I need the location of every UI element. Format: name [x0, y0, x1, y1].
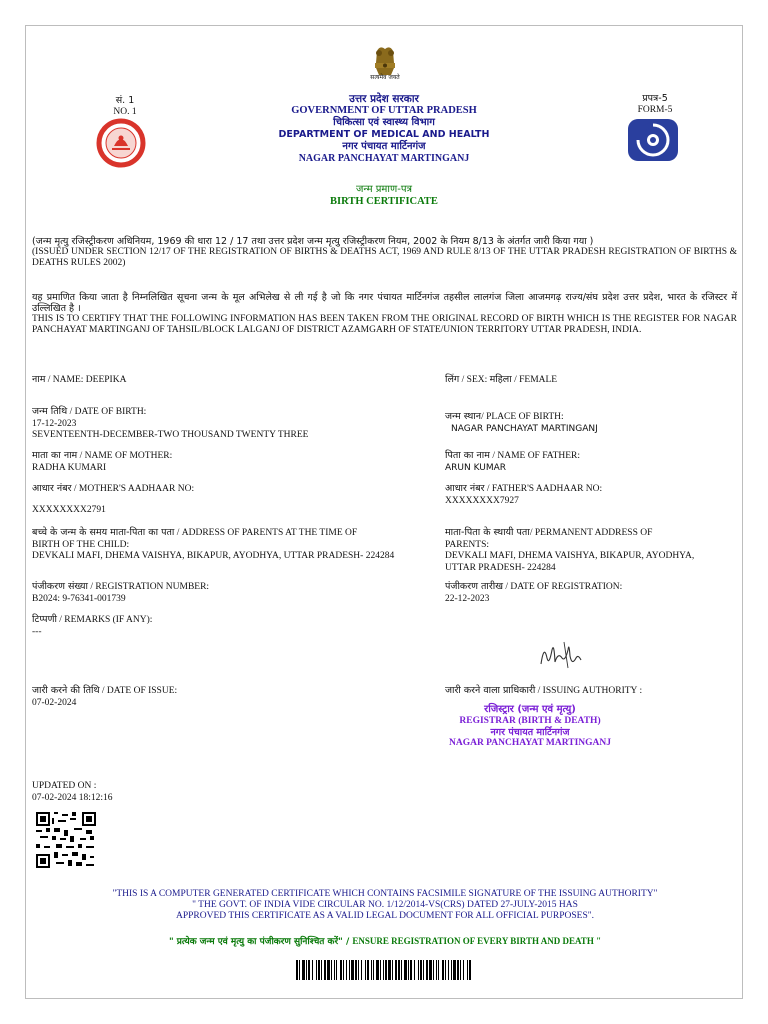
permanent-address-line1: DEVKALI MAFI, DHEMA VAISHYA, BIKAPUR, AYODHYA, — [445, 551, 695, 561]
title-hindi: जन्म प्रमाण-पत्र — [355, 184, 413, 195]
signature-icon — [538, 636, 584, 672]
field-father-name: पिता का नाम / NAME OF FATHER: ARUN KUMAR — [445, 450, 735, 474]
mother-value: RADHA KUMARI — [32, 462, 107, 473]
field-permanent-address: माता-पिता के स्थायी पता/ PERMANENT ADDRESS OF PARENTS: DEVKALI MAFI, DHEMA VAISHYA, BIKAPUR, AYODHYA, UTTAR PRADESH- 224284 — [445, 527, 737, 574]
registrar-block: रजिस्ट्रार (जन्म एवं मृत्यु) REGISTRAR (BIRTH & DEATH) नगर पंचायत मार्टिनगंज NAGAR PANCHAYAT MARTINGANJ — [448, 704, 612, 748]
place-of-birth-value: NAGAR PANCHAYAT MARTINGANJ — [451, 423, 598, 434]
issued-under-section: (जन्म मृत्यु रजिस्ट्रीकरण अधिनियम, 1969 की धारा 12 / 17 तथा उत्तर प्रदेश जन्म मृत्यु रजिस्ट्रीकरण नियम, 2002 के नियम 8/13 के अंतर्गत जारी किया गया ) (ISSUED UNDER SECTION 12/17 OF THE REGISTRATION OF BIRTHS & DEATHS ACT, 1969 AND RULE 8/13 OF THE UTTAR PRADESH REGISTRATION OF BIRTHS & DEATHS RULES 2002) — [32, 236, 737, 268]
field-mother-aadhaar: आधार नंबर / MOTHER'S AADHAAR NO: XXXXXXXX2791 — [32, 483, 432, 516]
certification-statement: यह प्रमाणित किया जाता है निम्नलिखित सूचना जन्म के मूल अभिलेख से ली गई है जो कि नगर पंचायत मार्टिनगंज तहसील लालगंज जिला आजमगढ़ राज्य/संघ प्रदेश उत्तर प्रदेश, भारत के रजिस्टर में उल्लिखित है । THIS IS TO CERTIFY THAT THE FOLLOWING INFORMATION HAS BEEN TAKEN FROM THE ORIGINAL RECORD OF BIRTH WHICH IS THE REGISTER FOR NAGAR PANCHAYAT MARTINGANJ OF TAHSIL/BLOCK LALGANJ OF DISTRICT AZAMGARH OF STATE/UNION TERRITORY UTTAR PRADESH, INDIA. — [32, 292, 737, 335]
panchayat-english: NAGAR PANCHAYAT MARTINGANJ — [298, 153, 470, 164]
field-date-of-issue: जारी करने की तिथि / DATE OF ISSUE: 07-02-2024 — [32, 685, 432, 709]
address-at-birth-value: DEVKALI MAFI, DHEMA VAISHYA, BIKAPUR, AYODHYA, UTTAR PRADESH- 224284 — [32, 551, 395, 561]
name-value: DEEPIKA — [85, 375, 127, 385]
updated-on-value: 07-02-2024 18:12:16 — [32, 792, 113, 803]
updated-on: UPDATED ON : 07-02-2024 18:12:16 — [32, 781, 232, 804]
header-block — [234, 93, 534, 165]
registration-date-value: 22-12-2023 — [445, 593, 490, 604]
certificate-title — [284, 184, 484, 208]
emblem-motto: सत्यमेव जयते — [370, 74, 400, 81]
registration-number-value: B2024: 9-76341-001739 — [32, 593, 126, 604]
field-registration-date: पंजीकरण तारीख / DATE OF REGISTRATION: 22-12-2023 — [445, 581, 735, 605]
title-english: BIRTH CERTIFICATE — [330, 196, 438, 207]
govt-hindi: उत्तर प्रदेश सरकार — [349, 93, 419, 105]
crs-logo-icon — [627, 118, 679, 162]
up-government-seal-icon — [90, 118, 152, 168]
remarks-value: --- — [32, 626, 42, 637]
field-place-of-birth: जन्म स्थान/ PLACE OF BIRTH: NAGAR PANCHAYAT MARTINGANJ — [445, 411, 735, 435]
date-of-issue-value: 07-02-2024 — [32, 697, 77, 708]
footer-slogan: " प्रत्येक जन्म एवं मृत्यु का पंजीकरण सुनिश्चित करें" / ENSURE REGISTRATION OF EVERY BIRTH AND DEATH " — [168, 936, 602, 947]
dept-hindi: चिकित्सा एवं स्वास्थ्य विभाग — [333, 117, 435, 128]
certificate-number: सं. 1 NO. 1 — [113, 95, 137, 117]
mother-aadhaar-value: XXXXXXXX2791 — [32, 504, 106, 515]
father-value: ARUN KUMAR — [445, 462, 507, 473]
footer-disclaimer: "THIS IS A COMPUTER GENERATED CERTIFICATE WHICH CONTAINS FACSIMILE SIGNATURE OF THE ISSUING AUTHORITY" " THE GOVT. OF INDIA VIDE CIRCULAR NO. 1/12/2014-VS(CRS) DATED 27-JULY-2015 HAS APPROVED THIS CERTIFICATE AS A VALID LEGAL DOCUMENT FOR ALL OFFICIAL PURPOSES". — [112, 889, 658, 921]
father-aadhaar-value: XXXXXXXX7927 — [445, 495, 519, 506]
field-registration-number: पंजीकरण संख्या / REGISTRATION NUMBER: B2024: 9-76341-001739 — [32, 581, 432, 605]
field-sex: लिंग / SEX: महिला / FEMALE — [445, 374, 558, 385]
field-remarks: टिप्पणी / REMARKS (IF ANY): --- — [32, 614, 432, 638]
permanent-address-line2: UTTAR PRADESH- 224284 — [445, 562, 556, 573]
govt-english: GOVERNMENT OF UTTAR PRADESH — [291, 105, 477, 116]
dob-words: SEVENTEENTH-DECEMBER-TWO THOUSAND TWENTY THREE — [32, 430, 309, 440]
field-name: नाम / NAME: DEEPIKA — [32, 374, 127, 385]
field-father-aadhaar: आधार नंबर / FATHER'S AADHAAR NO: XXXXXXXX7927 — [445, 483, 735, 507]
panchayat-hindi: नगर पंचायत मार्टिनगंज — [342, 141, 426, 152]
qr-code-icon — [36, 812, 96, 868]
field-date-of-birth: जन्म तिथि / DATE OF BIRTH: 17-12-2023 SEVENTEENTH-DECEMBER-TWO THOUSAND TWENTY THREE — [32, 406, 432, 442]
field-mother-name: माता का नाम / NAME OF MOTHER: RADHA KUMARI — [32, 450, 432, 474]
field-address-at-birth: बच्चे के जन्म के समय माता-पिता का पता / ADDRESS OF PARENTS AT THE TIME OF BIRTH OF THE CHILD: DEVKALI MAFI, DHEMA VAISHYA, BIKAPUR, AYODHYA, UTTAR PRADESH- 224284 — [32, 527, 437, 563]
barcode-icon — [296, 960, 472, 980]
form-number: प्रपत्र-5 FORM-5 — [637, 93, 673, 115]
field-issuing-authority: जारी करने वाला प्राधिकारी / ISSUING AUTHORITY : — [445, 685, 643, 696]
dept-english: DEPARTMENT OF MEDICAL AND HEALTH — [278, 129, 490, 140]
dob-value: 17-12-2023 — [32, 418, 77, 429]
